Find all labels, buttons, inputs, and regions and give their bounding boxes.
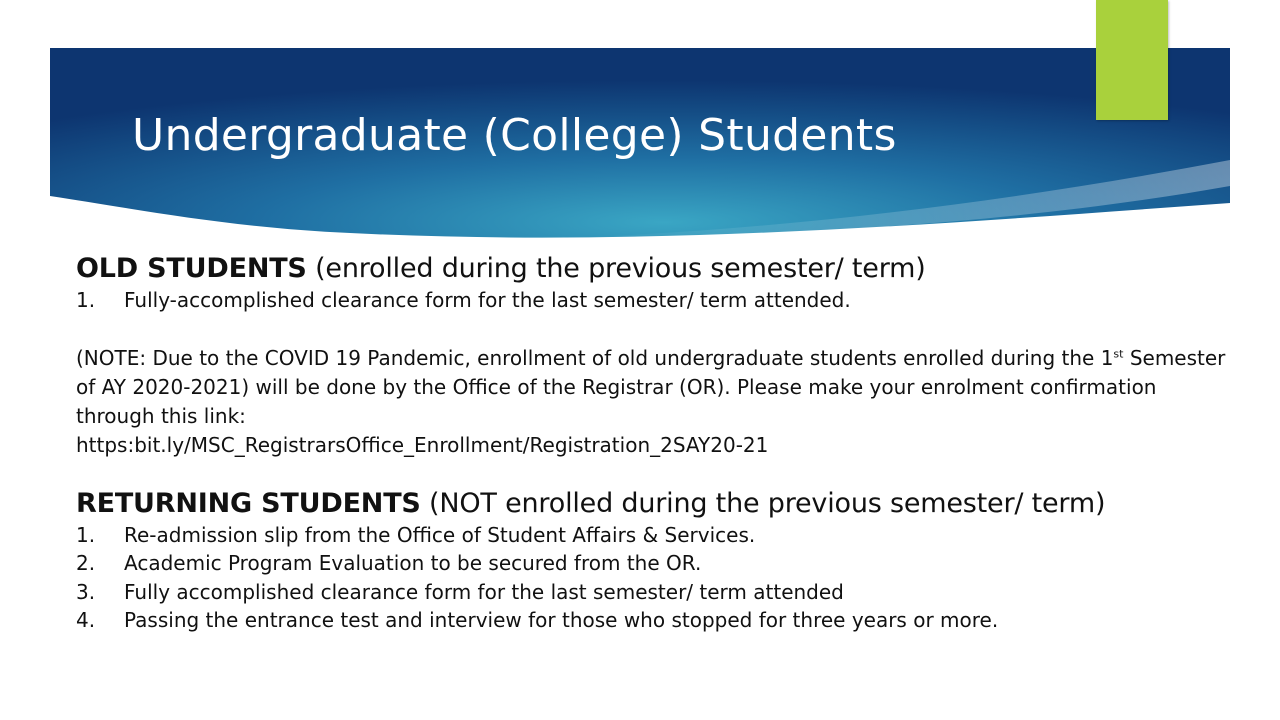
slide-content: [76, 252, 1226, 635]
list-item-text: Re-admission slip from the Office of Student Affairs & Services.: [124, 522, 756, 547]
returning-students-heading-bold: RETURNING STUDENTS: [76, 487, 421, 519]
note-text-part2: Semester of AY 2020-2021) will be done by the Office of the Registrar (OR). Please make your enrolment confirmation through this link:: [76, 345, 1226, 428]
old-students-list: [76, 286, 1226, 315]
note-superscript: st: [1113, 346, 1124, 360]
slide-title: Undergraduate (College) Students: [132, 110, 897, 161]
list-item: [76, 606, 1226, 635]
covid-note: [76, 344, 1226, 460]
list-item: [76, 549, 1226, 578]
list-item-number: 1.: [76, 522, 96, 547]
enrollment-link[interactable]: https:bit.ly/MSC_RegistrarsOffice_Enrollment/Registration_2SAY20-21: [76, 432, 769, 457]
note-text-part1: (NOTE: Due to the COVID 19 Pandemic, enrollment of old undergraduate students enrolled during the 1: [76, 345, 1114, 370]
old-students-heading-bold: OLD STUDENTS: [76, 253, 307, 284]
list-item: [76, 521, 1226, 550]
list-item: [76, 286, 1226, 315]
list-item: [76, 578, 1226, 607]
list-item-number: 3.: [76, 579, 96, 604]
list-item-number: 1.: [76, 288, 96, 312]
list-item-text: Fully accomplished clearance form for the last semester/ term attended: [124, 579, 844, 604]
list-item-text: Passing the entrance test and interview for those who stopped for three years or more.: [124, 608, 999, 632]
list-item-text: Academic Program Evaluation to be secured from the OR.: [124, 551, 702, 575]
old-students-heading-rest: (enrolled during the previous semester/ term): [306, 253, 926, 284]
returning-students-heading-rest: (NOT enrolled during the previous semester/ term): [420, 487, 1106, 519]
returning-students-list: [76, 521, 1226, 635]
old-students-heading: [76, 252, 1226, 286]
returning-students-heading: [76, 487, 1226, 521]
accent-block: [1096, 0, 1168, 120]
list-item-text: Fully-accomplished clearance form for the last semester/ term attended.: [124, 288, 851, 312]
list-item-number: 2.: [76, 551, 96, 575]
list-item-number: 4.: [76, 608, 96, 632]
